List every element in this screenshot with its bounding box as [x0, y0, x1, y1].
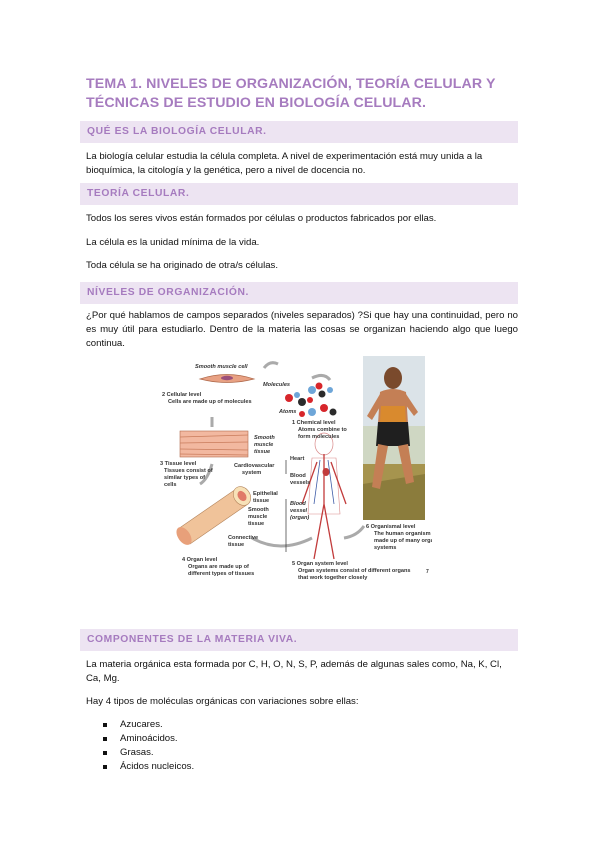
label-page-mark: 7	[426, 569, 429, 575]
list-item	[100, 732, 194, 746]
runner-photo	[363, 356, 425, 520]
label-cellular-level: 2 Cellular level	[162, 392, 202, 398]
label-organ-system-desc-2: that work together closely	[298, 575, 368, 581]
label-smooth-muscle-tissue-1: Smooth	[254, 435, 275, 441]
label-smooth-muscle-tissue-3: tissue	[254, 449, 271, 455]
levels-of-organization-figure	[152, 354, 432, 584]
list-item-text: Ácidos nucleicos.	[120, 761, 195, 772]
bullet-square-icon	[103, 737, 107, 741]
cardiovascular-system	[286, 433, 346, 559]
list-item-text: Azucares.	[120, 719, 163, 730]
arrow-curve	[252, 538, 312, 546]
arrow-curve	[312, 375, 330, 380]
label-tissue-desc-2: similar types of	[164, 475, 206, 481]
bullet-square-icon	[103, 765, 107, 769]
label-organismal-desc-2: made up of many organ	[374, 538, 432, 544]
label-chemical-desc-2: form molecules	[298, 434, 340, 440]
label-blood-vessels-1: Blood	[290, 473, 306, 479]
label-smooth-muscle-cell: Smooth muscle cell	[195, 364, 248, 370]
label-atoms: Atoms	[279, 409, 297, 415]
section-heading-text: NÍVELES DE ORGANIZACIÓN.	[87, 287, 250, 298]
label-cardiovascular-1: Cardiovascular	[234, 463, 275, 469]
label-organ-desc-2: different types of tissues	[188, 571, 255, 577]
label-chemical-desc-1: Atoms combine to	[298, 427, 347, 433]
list-item-text: Aminoácidos.	[120, 733, 178, 744]
label-blood-vessel-organ-3: (organ)	[290, 515, 310, 521]
label-epithelial-2: tissue	[253, 498, 270, 504]
document-title: TEMA 1. NIVELES DE ORGANIZACIÓN, TEORÍA CELULAR Y TÉCNICAS DE ESTUDIO EN BIOLOGÍA CELULAR.	[86, 76, 496, 111]
section-heading-text: QUÉ ES LA BIOLOGÍA CELULAR.	[87, 126, 267, 137]
arrow-curve	[200, 464, 212, 484]
label-smooth-m-3: tissue	[248, 521, 265, 527]
label-blood-vessel-organ-1: Blood	[290, 501, 306, 507]
label-tissue-desc-3: cells	[164, 482, 177, 488]
bullet-square-icon	[103, 751, 107, 755]
label-organismal-desc-3: systems	[374, 545, 397, 551]
label-tissue-level: 3 Tissue level	[160, 461, 197, 467]
bullet-square-icon	[103, 723, 107, 727]
section-heading-text: COMPONENTES DE LA MATERIA VIVA.	[87, 634, 298, 645]
figure-illustration	[152, 354, 432, 584]
paragraph-niveles: ¿Por qué hablamos de campos separados (niveles separados) ?Si que hay una continuidad, pero no es muy útil para estudiarlo. Dentro de la materia las cosas se organizan haciendo algo que luego continua.	[86, 310, 518, 349]
label-organ-desc-1: Organs are made up of	[188, 564, 249, 570]
label-cardiovascular-2: system	[242, 470, 262, 476]
label-organ-system-level: 5 Organ system level	[292, 561, 348, 567]
section-heading-componentes	[80, 629, 518, 651]
section-heading-teoria	[80, 183, 518, 205]
section-heading-niveles	[80, 282, 518, 304]
label-blood-vessels-2: vessels	[290, 480, 311, 486]
molecules-graphic	[285, 383, 333, 407]
label-organismal-level: 6 Organismal level	[366, 524, 416, 530]
label-heart: Heart	[290, 456, 305, 462]
label-organ-level: 4 Organ level	[182, 557, 218, 563]
list-item	[100, 760, 194, 774]
paragraph-teoria-2: La célula es la unidad mínima de la vida.	[86, 237, 260, 248]
paragraph-teoria-3: Toda célula se ha originado de otra/s células.	[86, 260, 278, 271]
paragraph-teoria-1: Todos los seres vivos están formados por células o productos fabricados por ellas.	[86, 213, 437, 224]
label-chemical-level: 1 Chemical level	[292, 420, 336, 426]
list-item-text: Grasas.	[120, 747, 154, 758]
label-connective-1: Connective	[228, 535, 259, 541]
label-smooth-m-2: muscle	[248, 514, 268, 520]
section-heading-text: TEORÍA CELULAR.	[87, 188, 190, 199]
arrow-curve	[344, 526, 364, 538]
organic-molecules-list	[100, 718, 194, 774]
section-heading-biologia	[80, 121, 518, 143]
list-item	[100, 718, 194, 732]
label-epithelial-1: Epithelial	[253, 491, 278, 497]
label-organ-system-desc-1: Organ systems consist of different organs	[298, 568, 411, 574]
atoms-graphic	[299, 404, 337, 417]
label-smooth-m-1: Smooth	[248, 507, 269, 513]
label-tissue-desc-1: Tissues consist of	[164, 468, 213, 474]
paragraph-componentes-2: Hay 4 tipos de moléculas orgánicas con variaciones sobre ellas:	[86, 696, 359, 707]
smooth-muscle-cell	[200, 375, 254, 383]
label-molecules: Molecules	[263, 382, 291, 388]
label-connective-2: tissue	[228, 542, 245, 548]
label-organismal-desc-1: The human organism is	[374, 531, 432, 537]
smooth-muscle-tissue	[180, 431, 248, 457]
list-item	[100, 746, 194, 760]
paragraph-componentes-1: La materia orgánica esta formada por C, H, O, N, S, P, además de algunas sales como, Na, K, Cl, Ca, Mg.	[86, 659, 502, 684]
label-smooth-muscle-tissue-2: muscle	[254, 442, 274, 448]
label-cellular-desc: Cells are made up of molecules	[168, 399, 252, 405]
paragraph-biologia: La biología celular estudia la célula completa. A nivel de experimentación está muy unida a la bioquímica, la citología y la genética, pero a nivel de docencia no.	[86, 151, 483, 176]
label-blood-vessel-organ-2: vessel	[290, 508, 308, 514]
arrow-curve	[264, 363, 278, 368]
